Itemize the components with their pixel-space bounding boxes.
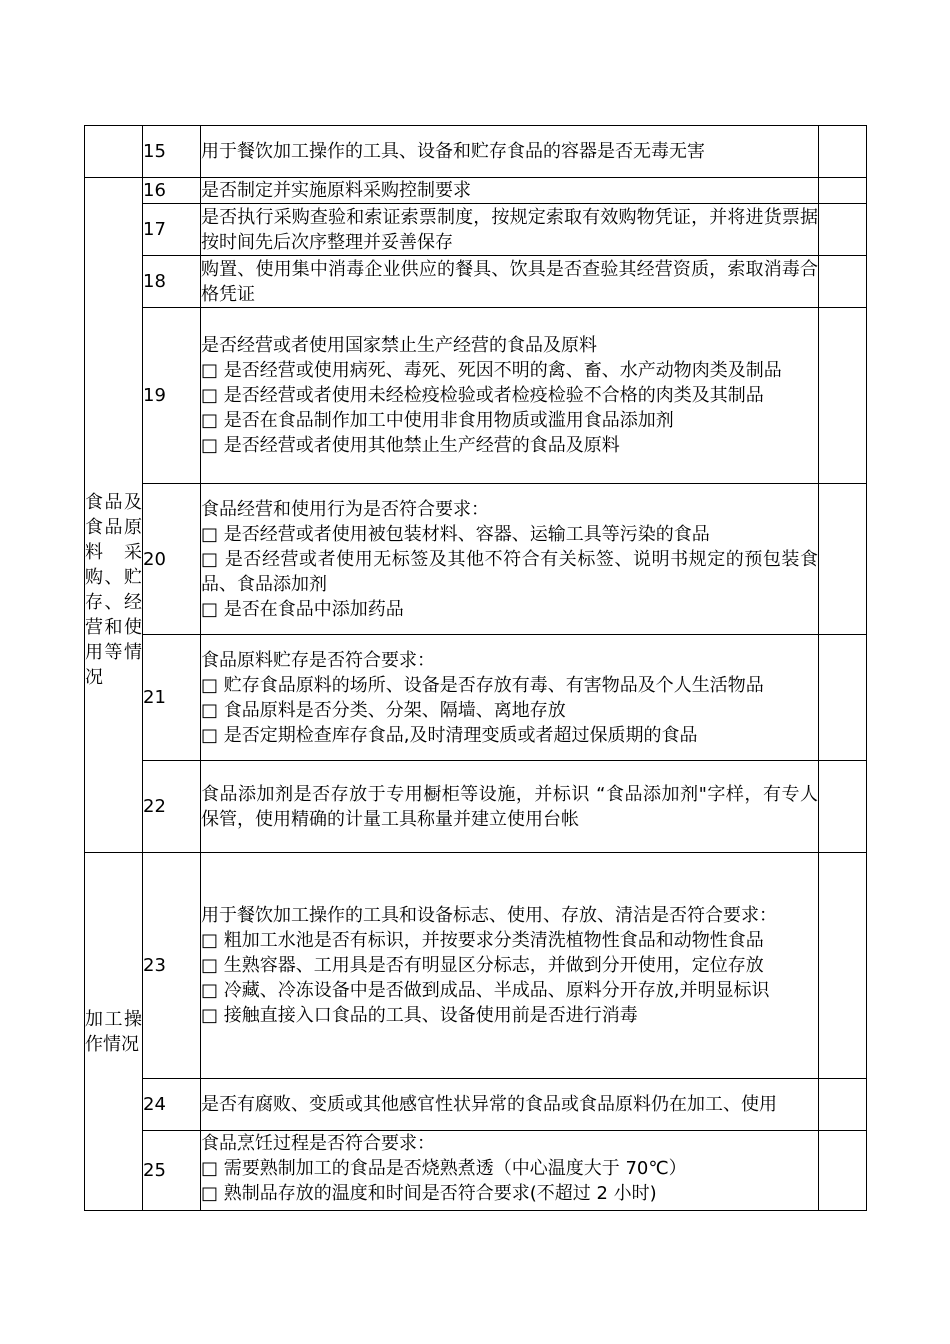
checklist-item: □ 是否经营或者使用被包装材料、容器、运输工具等污染的食品 — [201, 523, 710, 545]
item-content — [201, 204, 819, 256]
item-number: 18 — [143, 256, 201, 308]
item-content — [201, 853, 819, 1079]
result-cell[interactable] — [819, 256, 867, 308]
item-text: 食品原料贮存是否符合要求： — [201, 649, 435, 671]
checklist-item: □ 是否在食品制作加工中使用非食用物质或滥用食品添加剂 — [201, 410, 674, 431]
checklist-item: □ 生熟容器、工用具是否有明显区分标志，并做到分开使用，定位存放 — [201, 955, 764, 976]
result-cell[interactable] — [819, 308, 867, 484]
item-content — [201, 256, 819, 308]
table-row — [85, 308, 867, 484]
table-row — [85, 178, 867, 204]
table-row — [85, 204, 867, 256]
item-content — [201, 761, 819, 853]
item-number: 21 — [143, 635, 201, 761]
table-row — [85, 1131, 867, 1211]
checklist-item: □ 食品原料是否分类、分架、隔墙、离地存放 — [201, 699, 566, 721]
item-content — [201, 1131, 819, 1211]
result-cell[interactable] — [819, 761, 867, 853]
inspection-table — [84, 125, 867, 1211]
item-content — [201, 484, 819, 635]
checklist-item: □ 是否经营或者使用无标签及其他不符合有关标签、说明书规定的预包装食品、食品添加剂 — [201, 548, 818, 595]
table-row — [85, 635, 867, 761]
category-label: 加工操作情况 — [85, 1008, 142, 1055]
checklist-item: □ 粗加工水池是否有标识，并按要求分类清洗植物性食品和动物性食品 — [201, 930, 764, 951]
result-cell[interactable] — [819, 1131, 867, 1211]
table-row — [85, 256, 867, 308]
item-content — [201, 308, 819, 484]
table-row — [85, 126, 867, 178]
item-text: 是否制定并实施原料采购控制要求 — [201, 180, 471, 201]
item-number: 15 — [143, 126, 201, 178]
checklist-item: □ 是否定期检查库存食品,及时清理变质或者超过保质期的食品 — [201, 724, 698, 746]
result-cell[interactable] — [819, 1079, 867, 1131]
item-text: 食品烹饪过程是否符合要求： — [201, 1133, 435, 1154]
table-row — [85, 1079, 867, 1131]
item-text: 用于餐饮加工操作的工具、设备和贮存食品的容器是否无毒无害 — [201, 141, 705, 162]
item-content — [201, 1079, 819, 1131]
item-number: 20 — [143, 484, 201, 635]
result-cell[interactable] — [819, 635, 867, 761]
table-row — [85, 853, 867, 1079]
item-number: 24 — [143, 1079, 201, 1131]
result-cell[interactable] — [819, 126, 867, 178]
category-cell-empty — [85, 126, 143, 178]
item-number: 22 — [143, 761, 201, 853]
item-number: 17 — [143, 204, 201, 256]
item-text: 用于餐饮加工操作的工具和设备标志、使用、存放、清洁是否符合要求： — [201, 905, 777, 926]
item-number: 23 — [143, 853, 201, 1079]
item-text: 食品添加剂是否存放于专用橱柜等设施，并标识 “食品添加剂"字样，有专人保管，使用精确的计量工具称量并建立使用台帐 — [201, 783, 818, 830]
result-cell[interactable] — [819, 178, 867, 204]
checklist-item: □ 是否经营或者使用未经检疫检验或者检疫检验不合格的肉类及其制品 — [201, 385, 764, 406]
item-number: 19 — [143, 308, 201, 484]
checklist-item: □ 贮存食品原料的场所、设备是否存放有毒、有害物品及个人生活物品 — [201, 674, 764, 696]
checklist-item: □ 是否在食品中添加药品 — [201, 598, 404, 620]
item-number: 25 — [143, 1131, 201, 1211]
table-row — [85, 761, 867, 853]
result-cell[interactable] — [819, 484, 867, 635]
checklist-item: □ 需要熟制加工的食品是否烧熟煮透（中心温度大于 70℃） — [201, 1158, 687, 1179]
category-label: 食品及食品原料采购、贮存、经营和使用等情况 — [85, 492, 142, 688]
checklist-item: □ 熟制品存放的温度和时间是否符合要求(不超过 2 小时) — [201, 1183, 657, 1204]
result-cell[interactable] — [819, 853, 867, 1079]
item-content — [201, 635, 819, 761]
item-text: 是否有腐败、变质或其他感官性状异常的食品或食品原料仍在加工、使用 — [201, 1094, 777, 1115]
item-text: 购置、使用集中消毒企业供应的餐具、饮具是否查验其经营资质，索取消毒合格凭证 — [201, 258, 818, 305]
item-number: 16 — [143, 178, 201, 204]
category-cell-purchase — [85, 178, 143, 853]
checklist-item: □ 接触直接入口食品的工具、设备使用前是否进行消毒 — [201, 1005, 638, 1026]
item-content — [201, 126, 819, 178]
checklist-item: □ 是否经营或使用病死、毒死、死因不明的禽、畜、水产动物肉类及制品 — [201, 360, 782, 381]
item-content — [201, 178, 819, 204]
checklist-item: □ 是否经营或者使用其他禁止生产经营的食品及原料 — [201, 435, 620, 456]
item-text: 是否经营或者使用国家禁止生产经营的食品及原料 — [201, 335, 597, 356]
item-text: 是否执行采购查验和索证索票制度，按规定索取有效购物凭证，并将进货票据按时间先后次序整理并妥善保存 — [201, 206, 818, 253]
category-cell-processing — [85, 853, 143, 1211]
result-cell[interactable] — [819, 204, 867, 256]
checklist-item: □ 冷藏、冷冻设备中是否做到成品、半成品、原料分开存放,并明显标识 — [201, 980, 770, 1001]
item-text: 食品经营和使用行为是否符合要求： — [201, 498, 489, 520]
table-row — [85, 484, 867, 635]
